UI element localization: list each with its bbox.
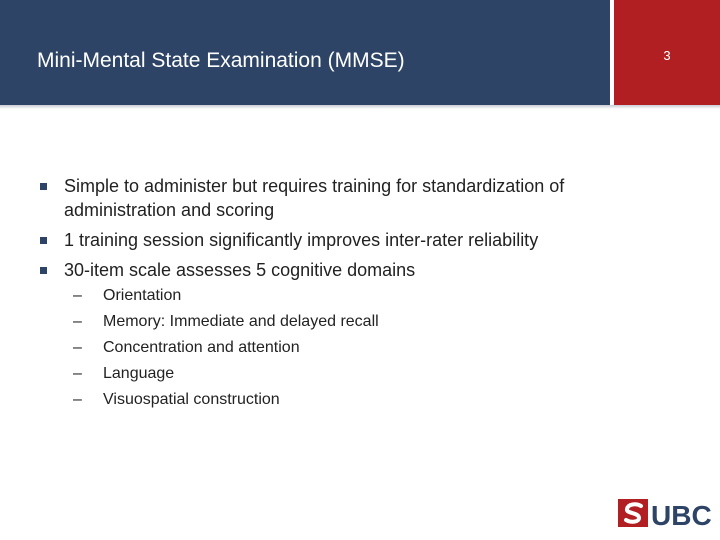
title-divider — [0, 105, 720, 109]
dash-bullet: – — [73, 339, 82, 356]
bullet-item — [40, 228, 620, 252]
dash-bullet: – — [73, 391, 82, 408]
square-bullet-icon — [40, 183, 47, 190]
sub-list-item — [73, 283, 379, 309]
title-bar — [0, 0, 610, 105]
ubc-logo-icon — [618, 499, 648, 527]
bullet-text: 30-item scale assesses 5 cognitive domains — [64, 260, 416, 280]
page-number-box — [614, 0, 720, 105]
bullet-text: Simple to administer but requires training for standardization of administration and scoring — [64, 176, 565, 220]
sub-bullet-list — [73, 283, 379, 413]
bullet-item — [40, 258, 620, 282]
dash-bullet: – — [73, 313, 82, 330]
sub-item-text: Memory: Immediate and delayed recall — [103, 313, 379, 330]
page-number: 3 — [663, 48, 671, 63]
square-bullet-icon — [40, 267, 47, 274]
sub-list-item — [73, 335, 379, 361]
square-bullet-icon — [40, 237, 47, 244]
bullet-text: 1 training session significantly improves inter-rater reliability — [64, 230, 539, 250]
sub-item-text: Visuospatial construction — [103, 391, 280, 408]
ubc-logo-text: UBC — [651, 500, 712, 529]
bullet-list — [40, 174, 620, 288]
sub-item-text: Concentration and attention — [103, 339, 300, 356]
dash-bullet: – — [73, 287, 82, 304]
sub-item-text: Language — [103, 365, 175, 382]
sub-list-item — [73, 309, 379, 335]
slide-title: Mini-Mental State Examination (MMSE) — [37, 49, 405, 72]
bullet-item — [40, 174, 620, 222]
sub-list-item — [73, 387, 379, 413]
sub-list-item — [73, 361, 379, 387]
sub-item-text: Orientation — [103, 287, 182, 304]
dash-bullet: – — [73, 365, 82, 382]
ubc-logo — [618, 497, 713, 529]
